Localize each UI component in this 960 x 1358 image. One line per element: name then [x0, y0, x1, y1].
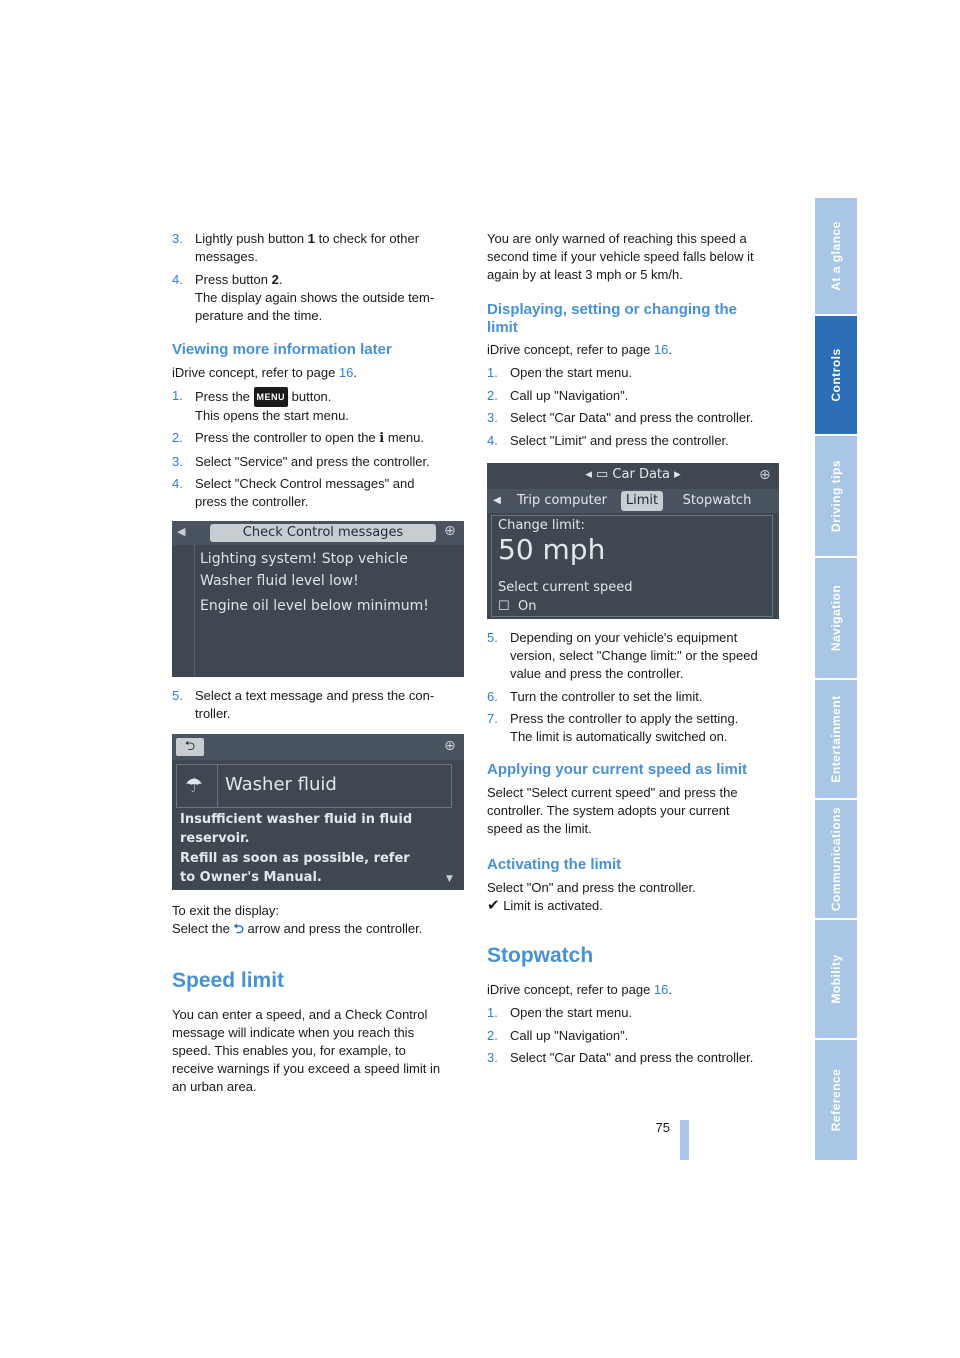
paragraph-line: You can enter a speed, and a Check Control [172, 1007, 428, 1022]
right-column [487, 230, 782, 454]
message-title: Washer fluid [225, 774, 337, 795]
heading-displaying: Displaying, setting or changing the limit [487, 301, 738, 336]
arrow-left-icon: ◂ [585, 467, 596, 482]
exit-instruction: To exit the display: [172, 903, 279, 918]
message-line: Refill as soon as possible, refer [180, 851, 410, 866]
tab-stopwatch[interactable]: Stopwatch [682, 493, 752, 508]
check-control-screen [172, 521, 464, 677]
message-title-box [176, 764, 452, 808]
display-step-1: 1. Open the start menu. [487, 365, 633, 380]
paragraph-line: message will indicate when you reach this [172, 1025, 415, 1040]
tab-controls[interactable]: Controls [815, 316, 857, 436]
heading-speed-limit: Speed limit [172, 969, 285, 992]
display-step-7: 7. Press the controller to apply the setting. The limit is automatically switched on. [487, 711, 739, 744]
stopwatch-step-1: 1. Open the start menu. [487, 1005, 633, 1020]
tab-entertainment[interactable]: Entertainment [815, 680, 857, 800]
menu-button-icon: MENU [254, 387, 289, 407]
stopwatch-step-3: 3. Select "Car Data" and press the controller. [487, 1050, 754, 1065]
message-line: reservoir. [180, 831, 250, 846]
screen-title: Car Data [612, 467, 670, 482]
paragraph-line: speed as the limit. [487, 821, 592, 836]
display-step-3: 3. Select "Car Data" and press the controller. [487, 410, 754, 425]
tab-reference[interactable]: Reference [815, 1040, 857, 1160]
display-step-6: 6. Turn the controller to set the limit. [487, 688, 703, 704]
title-separator [217, 765, 218, 807]
message-line: Insufficient washer fluid in fluid [180, 812, 413, 827]
info-icon: i [379, 431, 385, 446]
stopwatch-ref: iDrive concept, refer to page 16. [487, 982, 673, 997]
scroll-icon: ⊕ [444, 523, 456, 539]
viewing-step-2: 2. Press the controller to open the i menu. [172, 430, 424, 446]
limit-settings-box [491, 515, 773, 617]
select-current-speed[interactable]: Select current speed [498, 580, 633, 595]
display-step-5: 5. Depending on your vehicle's equipment version, select "Change limit:" or the speed value and press the controller. [487, 630, 758, 681]
viewing-ref: iDrive concept, refer to page 16. [172, 364, 358, 380]
tab-limit[interactable]: Limit [621, 491, 663, 511]
on-label: On [518, 599, 537, 614]
arrow-left-icon: ◀ [493, 495, 501, 506]
exit-instruction-2: Select the ⮌ arrow and press the controller. [172, 921, 423, 936]
message-item: Washer fluid level low! [200, 573, 359, 589]
washer-fluid-screen [172, 734, 464, 890]
paragraph-line: You are only warned of reaching this speed a [487, 231, 747, 246]
checkbox-icon[interactable]: ☐ [498, 599, 510, 614]
back-arrow-icon: ⮌ [176, 738, 204, 756]
tab-communications[interactable]: Communications [815, 800, 857, 920]
paragraph-line: speed. This enables you, for example, to [172, 1043, 406, 1058]
monitor-icon: ▭ [596, 467, 613, 482]
message-line: to Owner's Manual. [180, 870, 322, 885]
paragraph-line: an urban area. [172, 1079, 257, 1094]
paragraph-line: receive warnings if you exceed a speed limit in [172, 1061, 441, 1076]
back-arrow-icon: ⮌ [233, 921, 244, 936]
heading-apply-speed: Applying your current speed as limit [487, 761, 748, 778]
tab-trip-computer[interactable]: Trip computer [516, 493, 608, 508]
screen-title: Check Control messages [210, 524, 436, 542]
activated-line: ✔ Limit is activated. [487, 897, 603, 914]
checkmark-icon: ✔ [487, 897, 500, 914]
washer-icon: ☂ [185, 773, 203, 797]
display-ref: iDrive concept, refer to page 16. [487, 342, 673, 357]
tab-navigation[interactable]: Navigation [815, 558, 857, 680]
activate-instruction: Select "On" and press the controller. [487, 880, 696, 895]
car-data-limit-screen [487, 463, 779, 619]
viewing-step-3: 3. Select "Service" and press the controller. [172, 453, 430, 469]
viewing-step-1: 1. Press the MENU button. This opens the start menu. [172, 387, 349, 423]
step-4: 4. Press button 2. The display again shows the outside tem- perature and the time. [172, 271, 435, 323]
step-3: 3. Lightly push button 1 to check for other messages. [172, 231, 420, 264]
screen-divider [194, 545, 195, 677]
tab-driving-tips[interactable]: Driving tips [815, 436, 857, 558]
heading-activating: Activating the limit [487, 856, 622, 873]
scroll-icon: ⊕ [444, 738, 456, 754]
arrow-right-icon: ▶ [425, 525, 434, 538]
left-column [172, 230, 464, 516]
heading-viewing-more: Viewing more information later [172, 340, 392, 358]
paragraph-line: second time if your vehicle speed falls below it [487, 249, 754, 264]
tab-bar [487, 489, 779, 513]
page-link[interactable]: 16 [338, 364, 354, 380]
message-item: Engine oil level below minimum! [200, 598, 429, 614]
screen-header [487, 463, 779, 487]
tab-at-a-glance[interactable]: At a glance [815, 198, 857, 316]
message-item: Lighting system! Stop vehicle [200, 551, 408, 567]
speed-value[interactable]: 50 mph [498, 533, 606, 566]
arrow-down-icon: ▼ [446, 874, 453, 884]
step-5: 5. Select a text message and press the con- troller. [172, 688, 435, 721]
page-number: 75 [655, 1120, 670, 1135]
exit-and-speed-section [172, 902, 464, 1096]
viewing-step-4: 4. Select "Check Control messages" and press the controller. [172, 476, 415, 509]
page-link[interactable]: 16 [653, 342, 669, 357]
screen-header [172, 521, 464, 545]
arrow-right-icon: ▸ [669, 467, 681, 482]
paragraph-line: again by at least 3 mph or 5 km/h. [487, 267, 683, 282]
arrow-left-icon: ◀ [177, 525, 186, 538]
paragraph-line: controller. The system adopts your current [487, 803, 730, 818]
heading-stopwatch: Stopwatch [487, 944, 594, 967]
page-marker [680, 1120, 689, 1160]
section-sidebar [815, 198, 857, 1160]
display-step-2: 2. Call up "Navigation". [487, 387, 629, 403]
page-link[interactable]: 16 [653, 982, 669, 997]
scroll-icon: ⊕ [759, 467, 771, 483]
stopwatch-step-2: 2. Call up "Navigation". [487, 1027, 629, 1043]
tab-mobility[interactable]: Mobility [815, 920, 857, 1040]
change-limit-label: Change limit: [498, 518, 585, 533]
screen-header [172, 734, 464, 760]
display-step-4: 4. Select "Limit" and press the controller. [487, 432, 729, 448]
right-column-lower [487, 629, 782, 1072]
paragraph-line: Select "Select current speed" and press the [487, 785, 738, 800]
